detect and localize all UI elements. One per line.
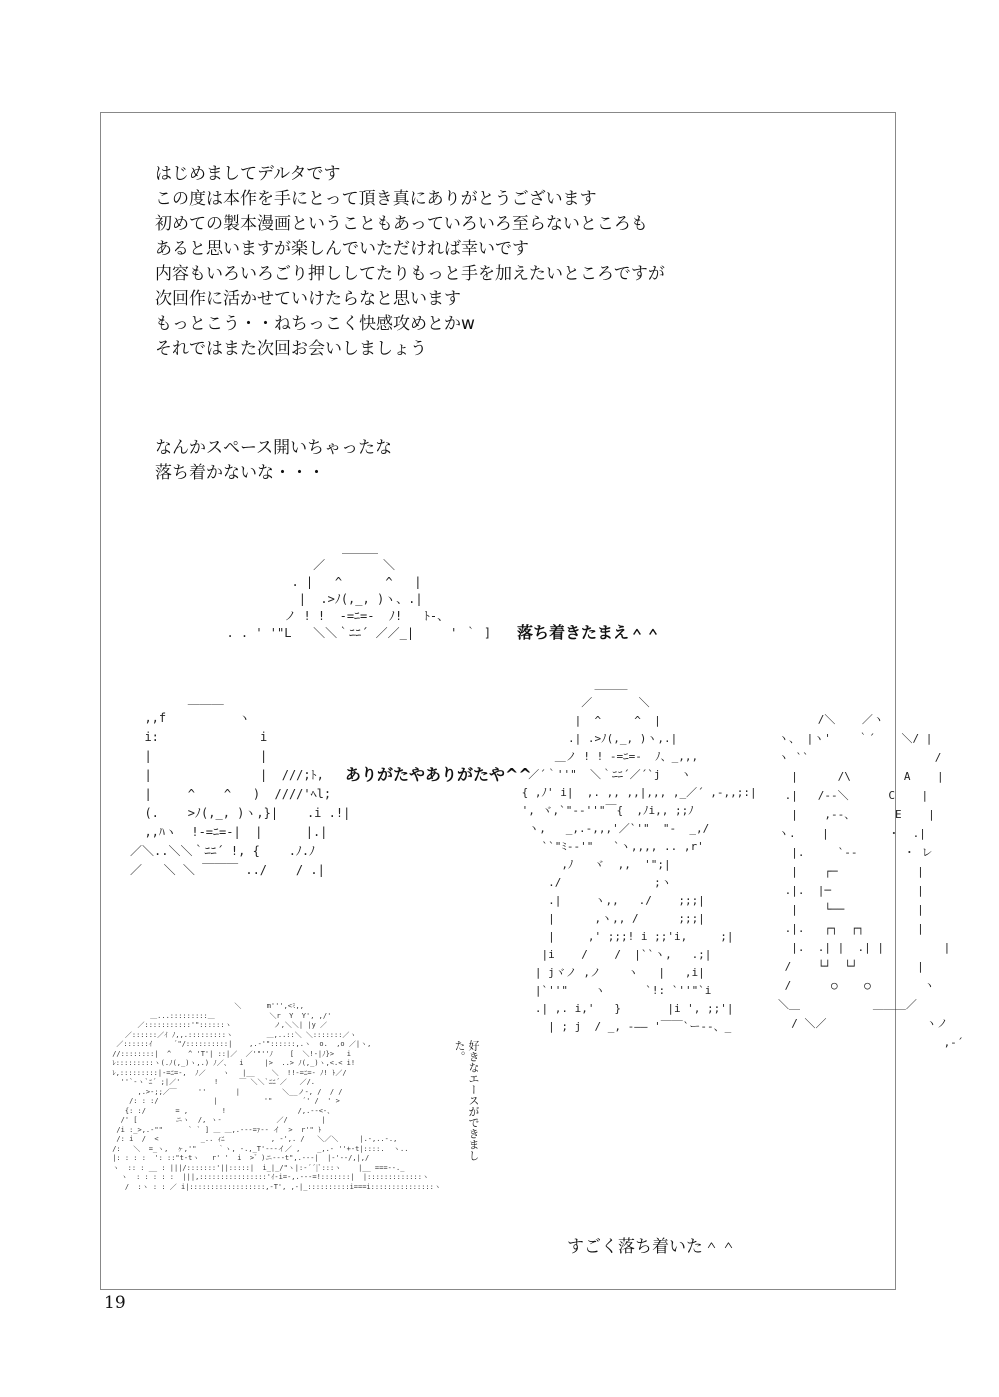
afterword-text bbox=[155, 162, 665, 362]
ascii-art-left-figure: ＿＿＿ ,,f ヽ i: i | | | | ///;ﾄ, | ^ ^ ) ////'ﾍl; (. >ﾉ(,_, )ヽ,}| .i .!| ,,ﾊヽ !-=ﾆ=-| | |.| ／＼..＼＼｀ﾆﾆ´ !, { .ﾉ.ﾉ ／ ＼ ＼ ￣￣￣ ../ / .| bbox=[130, 692, 351, 877]
text-line: 内容もいろいろごり押ししてたりもっと手を加えたいところですが bbox=[155, 264, 665, 284]
text-line: この度は本作を手にとって頂き真にありがとうございます bbox=[155, 189, 597, 209]
caption-calm-down: 落ち着きたまえ＾＾ bbox=[517, 623, 662, 642]
page-number: 19 bbox=[104, 1293, 126, 1313]
ascii-art-right-figure: /＼ ／ヽ ヽ、 |ヽ' ｀´ ＼/ | ヽ `` / | /\ A | .| /--＼ C | | ,--、 E | ヽ. | ・ .| |. `-- ・ レ | ┌─ | .|. |─ | | └── | .|. ┌┐ ┌┐ | |. .| | .| | | / └┘ └┘ | / ○ ○ ヽ ＼＿ ＿＿＿／ / ＼／ ヽノ ,-´ bbox=[778, 713, 964, 1049]
text-line: 落ち着かないな・・・ bbox=[155, 463, 325, 483]
caption-thankful: ありがたやありがたや^^ bbox=[345, 765, 532, 784]
ascii-art-middle-figure: ＿＿＿ ／ ＼ | ^ ^ | .| .>ﾉ(,_, )ヽ,.| ＿ノ ! ! -=ﾆ=- ﾉ、_,,, ／´｀''" ＼｀ﾆﾆ´／´`j ヽ { ,ﾉ' i| ,. ,, ,,|,,, ,_／´ ,-,,;:| ', ヾ,`"--''"￣{ ,ﾉi,, ;;ﾉ ヽ, _,.-,,,'／`'" "- _,/ ``"ﾐ--'" `ヽ,,,, .. ,r' ,ﾉ ヾ ,, '";| ./ ;ヽ .| ヽ,, ./ ;;;| | ,ヽ,, / ;;;| | ,' ;;;! i ;;'i, ;| |i / / |``ヽ, .;| | jヾノ ,ノ ヽ | ,i| |`''" ヽ `!: `''"`i .| ,. i,' } |i ', ;;'| | ; j / _, -―― '￣￣`ー-‐、_ bbox=[521, 678, 757, 1033]
caption-very-calm: すごく落ち着いた＾＾ bbox=[567, 1237, 737, 1257]
text-line: はじめましてデルタです bbox=[155, 164, 341, 184]
aside-text bbox=[155, 436, 392, 486]
ascii-art-top-figure: ＿＿＿ ／ ＼ . | ^ ^ | | .>ﾉ(,_, )ヽ、.| ノ ! ! -=ﾆ=- ﾉ! ﾄ-、 . . ' '"L ＼＼｀ﾆﾆ´ ／／_| ' ｀ ] bbox=[226, 541, 492, 640]
vertical-note: 好きなエースができました。 bbox=[453, 1040, 480, 1161]
text-line: 初めての製本漫画ということもあっていろいろ至らないところも bbox=[155, 214, 648, 234]
ascii-art-crowd: ＼ m''',<ﾐ,, ＿...:::::::::＿ ＼r Y Y', ,/' ／:::::::::::'"::::::ヽ ノ,＼＼| |y ／ ／::::::／ｲ ﾉ,,.:::::::::ヽ ＿,..::＼ ＼:::::::／ヽ ／::::::ｲ ´"/::::::::::| ,.-'"::::::,.ヽ o. ,o ／|ヽ, //::::::::| ^ ^ 'T'| ::|／ ／'"''ﾉ [ ＼!-|ﾉ}> i ﾚ:::::::::ヽ(.ﾉ(,_)ヽ,.) ﾉ／、 i |> ..> ﾉ(,_)ヽ,<.< i! ﾚ,:::::::::|-=ﾆ=-, ﾉ／ ヽ |__ ＼ !!-=ﾆ=- ﾉ! ﾄ／/ ''`-ヽ`ﾆ´ ;|／' ! ￣ ＼＼`ﾆﾆ´／ ／/. ,.>-;;／￣ '' | ＼__ノ-, / / / /: : :/ | '" ´' / ' > {: :/ = , ! /,.-‐<-、 /' [ ニヽ /, ヽ- ／/ | /i :_>,.-"" ` ` ] ＿ ＿,.-‐-=ｧ-- イ > r'" ﾄ /: i / < _.. ｨﾆ , -',. / ＼／＼ |.-,..-., /: ＼ =_ヽ, ヶ,'" ｀ヽ, -.,_T'--‐イ／ , _,.- ''+-t|::::. ヽ.. |: : : : ': ::"t-tヽ r' ' i >゛)ニ-‐-t",.--‐| |-'-‐/,|,/ ヽ :: : __ : |||/:::::::'||:::::| i_|_/"ヽ|:-´´|ﾞ:::ヽ |__ ===--._ ヽ : : : : : |||,::::::::::::::::'ｲ-i=-,.-‐‐=!:::::::| |:::::::::::::ヽ / :ヽ : : ／ i|::::::::::::::::::,-T', ,-|_::::::::::i===i:::::::::::::::ヽ bbox=[112, 1002, 441, 1191]
text-line: 次回作に活かせていけたらなと思います bbox=[155, 289, 461, 309]
text-line: もっとこう・・ねちっこく快感攻めとかw bbox=[155, 314, 475, 334]
text-line: それではまた次回お会いしましょう bbox=[155, 339, 427, 359]
text-line: なんかスペース開いちゃったな bbox=[155, 438, 393, 458]
text-line: あると思いますが楽しんでいただければ幸いです bbox=[155, 239, 529, 259]
